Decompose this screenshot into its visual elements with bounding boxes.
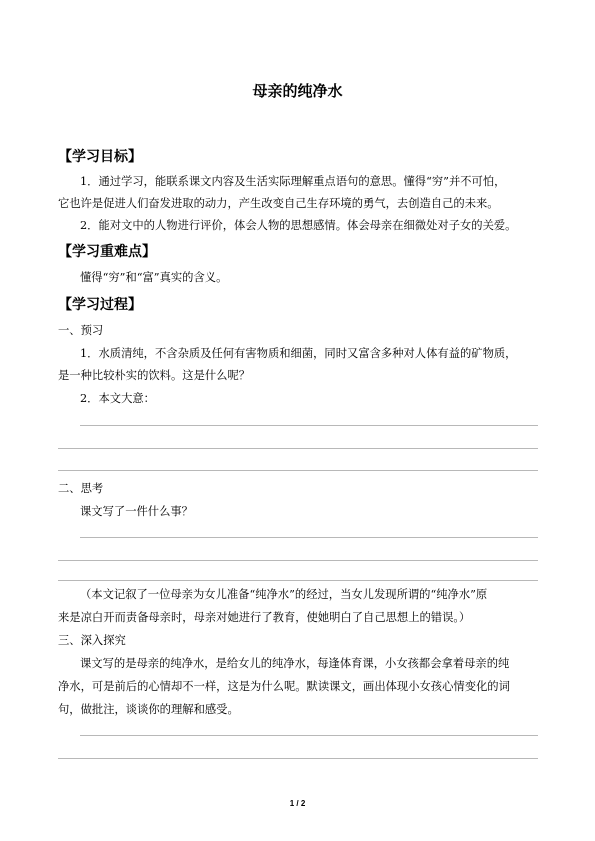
page-number: 1 / 2: [289, 799, 306, 808]
part-2-answer-line-2: 来是凉白开而责备母亲时，母亲对她进行了教育，使她明白了自己思想上的错误。）: [58, 611, 471, 624]
answer-line: [58, 758, 538, 759]
answer-line: [58, 448, 538, 449]
part-1-question-1-line-1: 1．水质清纯，不含杂质及任何有害物质和细菌，同时又富含多种对人体有益的矿物质，: [80, 347, 517, 360]
answer-line: [58, 560, 538, 561]
part-2-question: 课文写了一件什么事？: [80, 505, 193, 518]
part-1-question-1-line-2: 是一种比较朴实的饮料。这是什么呢？: [58, 369, 251, 382]
answer-line: [80, 735, 538, 736]
part-3-question-line-2: 净水，可是前后的心情却不一样，这是为什么呢。默读课文，画出体现小女孩心情变化的词: [58, 680, 510, 693]
section-heading-key-points: 【学习重难点】: [58, 244, 156, 260]
goal-item-1-line-1: 1．通过学习，能联系课文内容及生活实际理解重点语句的意思。懂得“穷”并不可怕，: [80, 175, 506, 188]
part-2-answer-line-1: （本文记叙了一位母亲为女儿准备“纯净水”的经过，当女儿发现所谓的“纯净水”原: [80, 588, 488, 601]
answer-line: [58, 470, 538, 471]
section-heading-process: 【学习过程】: [58, 297, 142, 313]
part-1-label: 一、预习: [58, 324, 104, 337]
part-2-label: 二、思考: [58, 482, 104, 495]
part-3-question-line-3: 句，做批注，谈谈你的理解和感受。: [58, 703, 239, 716]
answer-line: [80, 537, 538, 538]
part-3-question-line-1: 课文写的是母亲的纯净水，是给女儿的纯净水，每逢体育课，小女孩都会拿着母亲的纯: [80, 657, 510, 670]
page-title: 母亲的纯净水: [252, 82, 343, 100]
part-1-question-2: 2．本文大意：: [80, 392, 155, 405]
section-heading-goals: 【学习目标】: [58, 149, 142, 165]
part-3-label: 三、深入探究: [58, 634, 126, 647]
goal-item-2: 2．能对文中的人物进行评价，体会人物的思想感情。体会母亲在细微处对子女的关爱。: [80, 219, 517, 232]
key-points-text: 懂得“穷”和“富”真实的含义。: [80, 271, 228, 284]
answer-line: [80, 425, 538, 426]
answer-line: [58, 580, 538, 581]
goal-item-1-line-2: 它也许是促进人们奋发进取的动力，产生改变自己生存环境的勇气，去创造自己的未来。: [58, 197, 499, 210]
